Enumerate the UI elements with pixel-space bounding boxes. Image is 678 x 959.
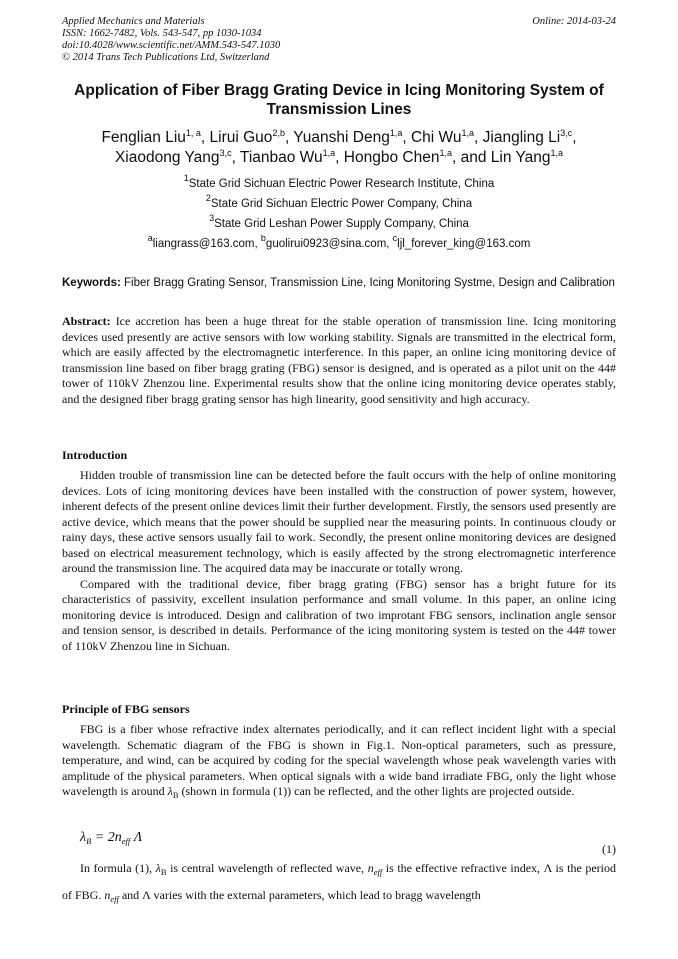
author: Tianbao Wu bbox=[239, 149, 323, 166]
author-affiliation-mark: 1,a bbox=[322, 148, 336, 158]
keywords-label: Keywords: bbox=[62, 277, 121, 289]
paper-title: Application of Fiber Bragg Grating Device in Icing Monitoring System of Transmission Lines bbox=[74, 82, 604, 118]
author-separator: , bbox=[474, 129, 483, 146]
affiliation-number: 2 bbox=[205, 193, 211, 203]
affiliation-text: State Grid Sichuan Electric Power Company, China bbox=[210, 198, 473, 210]
abstract bbox=[62, 314, 616, 407]
email-key: b bbox=[260, 233, 266, 243]
author: Fenglian Liu bbox=[101, 129, 186, 146]
email-address[interactable]: ljl_forever_king@163.com bbox=[397, 238, 531, 250]
affiliation bbox=[62, 194, 616, 214]
affiliation-text: State Grid Sichuan Electric Power Research Institute, China bbox=[188, 178, 495, 190]
n-eff-symbol: $n_{eff}$ bbox=[104, 888, 119, 904]
online-date: Online: 2014-03-24 bbox=[532, 16, 616, 27]
author-list bbox=[62, 128, 616, 168]
author-affiliation-mark: 2,b bbox=[272, 128, 285, 138]
author-affiliation-mark: 1,a bbox=[461, 128, 475, 138]
author-separator: , bbox=[572, 129, 577, 146]
intro-paragraph-1: Hidden trouble of transmission line can be detected before the fault occurs with the help of online monitoring devices. Lots of icing monitoring devices have been installed with the construction of power system, however, inherent defects of the present online devices limit their further development. Firstly, the sensors used presently are active device, which means that the power should be supplied near the measuring points. In continuous cloudy or rainy days, these active sensors usually fail to work. Secondly, the present online monitoring devices are designed based on electrical measurement technology, which is easily affected by the strong electromagnetic interference around the transmission line. The acquired data may be inaccurate or totally wrong. bbox=[62, 468, 616, 575]
n-eff-symbol: $n_{eff}$ bbox=[367, 861, 383, 877]
author: Jiangling Li bbox=[482, 129, 561, 146]
lambda-b-symbol: $\lambda_B$ bbox=[155, 861, 167, 877]
affiliation bbox=[62, 214, 616, 234]
author-affiliation-mark: 3,c bbox=[560, 128, 573, 138]
author: Hongbo Chen bbox=[343, 149, 440, 166]
author-affiliation-mark: 3,c bbox=[219, 148, 232, 158]
lambda-b-symbol: $\lambda_B$ bbox=[167, 784, 179, 800]
abstract-label: Abstract: bbox=[62, 314, 111, 328]
email-key: a bbox=[147, 233, 153, 243]
keywords-text: Fiber Bragg Grating Sensor, Transmission Line, Icing Monitoring Systme, Design and Calibration bbox=[120, 277, 615, 289]
email-key: c bbox=[392, 233, 398, 243]
issn-line: ISSN: 1662-7482, Vols. 543-547, pp 1030-1034 bbox=[62, 28, 262, 39]
email-separator: , bbox=[254, 238, 261, 250]
formula-1: $\lambda_B = 2n_{eff}$ Λ bbox=[80, 830, 143, 846]
email-address[interactable]: guolirui0923@sina.com bbox=[265, 238, 387, 250]
author-separator: , bbox=[284, 129, 294, 146]
email-separator: , bbox=[386, 238, 393, 250]
author: Yuanshi Deng bbox=[293, 129, 390, 146]
abstract-text: Ice accretion has been a huge threat for the stable operation of transmission line. Icing monitoring devices used presently are active sensors with low working stability. Signals are transmitted in the electrical form, which are easily affected by the electromagnetic interference. In this paper, an online icing monitoring device of transmission line based on fiber bragg grating (FBG) sensor is designed, and is operated as a pilot unit on the 44# tower of 110kV Zhenzou line. Experimental results show that the online icing monitoring device operates stably, and the designed fiber bragg grating sensor has high linearity, good sensitivity and high accuracy. bbox=[62, 314, 616, 406]
principle-paragraph-1: FBG is a fiber whose refractive index alternates periodically, and it can reflect incident light with a special wavelength. Schematic diagram of the FBG is shown in Fig.1. Non-optical parameters, such as pressure, temperature, and wind, can be acquired by coding for the special wavelength whose peak wavelength varies with amplitude of the physical parameters. When optical signals with a wide band irradiate FBG, only the light whose wavelength is around $\lambda_B$ (shown in formula (1)) can be reflected, and the other lights are projected outside. bbox=[62, 722, 616, 800]
copyright-line: © 2014 Trans Tech Publications Ltd, Switzerland bbox=[62, 52, 270, 63]
author-affiliation-mark: 1,a bbox=[439, 148, 452, 158]
formula-1-number: (1) bbox=[602, 842, 616, 856]
section-heading-introduction: Introduction bbox=[62, 448, 128, 462]
keywords bbox=[62, 276, 616, 290]
author-affiliation-mark: 1,a bbox=[389, 128, 403, 138]
affiliation-number: 3 bbox=[209, 213, 215, 223]
journal-name: Applied Mechanics and Materials bbox=[62, 16, 205, 27]
doi-line[interactable]: doi:10.4028/www.scientific.net/AMM.543-547.1030 bbox=[62, 40, 281, 51]
principle-paragraph-2: In formula (1), $\lambda_B$ is central wavelength of reflected wave, $n_{eff}$ is the effective refractive index, Λ is the period of FBG. $n_{eff}$ and Λ varies with the external parameters, which lead to bragg wavelength bbox=[62, 861, 616, 904]
author-separator: , bbox=[231, 149, 240, 166]
intro-paragraph-2: Compared with the traditional device, fiber bragg grating (FBG) sensor has a bright future for its characteristics of passivity, excellent insulation performance and small volume. In this paper, an online icing monitoring device is introduced. Design and calibration of two improtant FBG sensors, inclination angle sensor and tension sensor, is described in details. Performance of the icing monitoring system is tested on the 44# tower of 110kV Zhenzou line in Sichuan. bbox=[62, 576, 616, 653]
affiliation bbox=[62, 174, 616, 194]
author-separator: , bbox=[335, 149, 344, 166]
affiliation-number: 1 bbox=[183, 173, 189, 183]
author-separator: , and bbox=[451, 149, 491, 166]
author: Lirui Guo bbox=[209, 129, 273, 146]
author: Lin Yang bbox=[490, 149, 551, 166]
affiliation-list bbox=[62, 174, 616, 254]
author-affiliation-mark: 1, a bbox=[185, 128, 201, 138]
author-affiliation-mark: 1,a bbox=[550, 148, 564, 158]
author-separator: , bbox=[402, 129, 411, 146]
email-list bbox=[62, 234, 616, 254]
author: Xiaodong Yang bbox=[114, 149, 220, 166]
email-address[interactable]: liangrass@163.com bbox=[152, 238, 255, 250]
section-heading-principle: Principle of FBG sensors bbox=[62, 702, 190, 716]
author-separator: , bbox=[200, 129, 210, 146]
affiliation-text: State Grid Leshan Power Supply Company, China bbox=[214, 218, 469, 230]
journal-header bbox=[62, 16, 616, 64]
introduction-body bbox=[62, 468, 616, 654]
author: Chi Wu bbox=[410, 129, 462, 146]
